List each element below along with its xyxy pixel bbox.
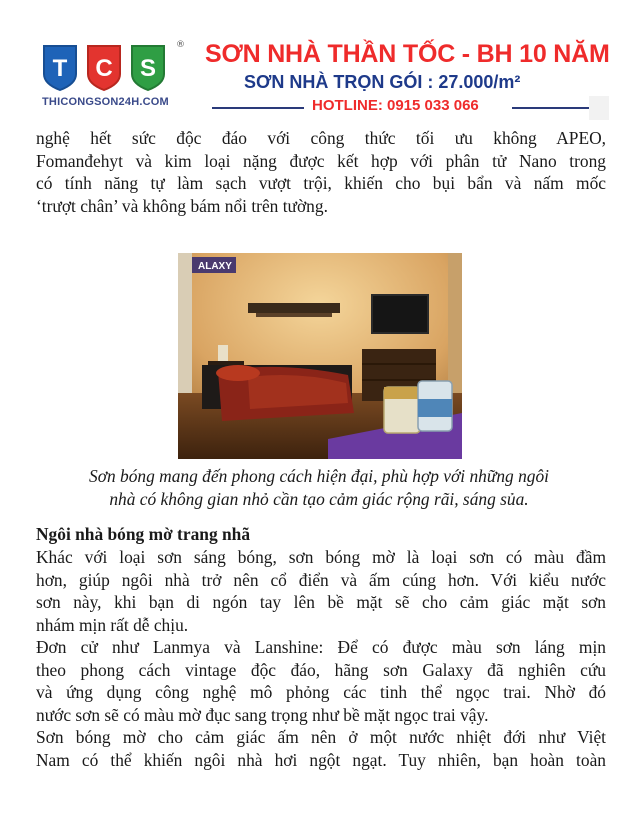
image-brand: ALAXY xyxy=(198,261,232,272)
logo-shield-c xyxy=(84,44,124,92)
intro-line-1: nghệ hết sức độc đáo với công thức tối ưu không APEO, xyxy=(36,128,606,148)
caption-line-1: Sơn bóng mang đến phong cách hiện đại, phù hợp với những ngôi xyxy=(89,466,549,486)
logo-letter-t: T xyxy=(52,55,68,82)
logo-letter-s: S xyxy=(139,55,157,82)
caption-line-2: nhà có không gian nhỏ cần tạo cảm giác rộng rãi, sáng sủa. xyxy=(109,489,529,509)
para1-line-1: Khác với loại sơn sáng bóng, sơn bóng mờ là loại sơn có màu đầm xyxy=(36,547,606,567)
hotline-divider-left xyxy=(212,107,304,109)
section-heading: Ngôi nhà bóng mờ trang nhã xyxy=(36,524,251,544)
hotline-text[interactable]: HOTLINE: 0915 033 066 xyxy=(312,97,479,114)
hotline-row xyxy=(212,97,592,117)
intro-line-2: Fomanđehyt và kim loại nặng được kết hợp với phân tử Nano trong xyxy=(36,150,606,171)
logo-letter-c: C xyxy=(95,55,113,82)
intro-line-4: ‘trượt chân’ và không bám nổi trên tường. xyxy=(36,195,328,216)
para2-line-1: Đơn cử như Lanmya và Lanshine: Để có được màu sơn láng mịn xyxy=(36,637,606,657)
tcs-logo[interactable] xyxy=(30,38,190,122)
registered-mark: ® xyxy=(176,40,185,50)
wall-tv xyxy=(372,295,428,333)
para2-line-3: và ứng dụng công nghệ mô phỏng các tinh thể ngọc trai. Nhờ đó xyxy=(36,682,606,702)
para1-line-3: sơn này, khi bạn di ngón tay lên bề mặt sẽ cho cảm giác mặt sơn xyxy=(36,592,606,612)
slogan-sub: SƠN NHÀ TRỌN GÓI : 27.000/m² xyxy=(244,72,521,92)
slogan-main: SƠN NHÀ THẦN TỐC - BH 10 NĂM xyxy=(205,40,610,68)
bedroom-photo xyxy=(178,253,462,459)
header-corner-box xyxy=(589,96,609,120)
para2-line-2: theo phong cách vintage độc đáo, hãng sơn Galaxy đã nghiên cứu xyxy=(36,659,606,680)
para2-line-4: nước sơn sẽ có màu mờ đục sang trọng như bề mặt ngọc trai vậy. xyxy=(36,704,489,725)
para1-line-2: hơn, giúp ngôi nhà trở nên cổ điển và ấm cúng hơn. Với kiểu nước xyxy=(36,569,606,590)
header-banner xyxy=(0,0,638,124)
para3-line-2: Nam có thể khiến ngôi nhà hơi ngột ngạt. Tuy nhiên, bạn hoàn toàn xyxy=(36,749,606,770)
intro-line-3: có tính năng tự làm sạch vượt trội, khiến cho bụi bẩn và nấm mốc xyxy=(36,173,606,193)
logo-shield-s xyxy=(128,44,168,92)
para3-line-1: Sơn bóng mờ cho cảm giác ấm nên ở một nước nhiệt đới như Việt xyxy=(36,727,606,747)
para1-line-4: nhám mịn rất dễ chịu. xyxy=(36,614,189,635)
hotline-divider-right xyxy=(512,107,592,109)
logo-shield-t xyxy=(40,44,80,92)
website-label[interactable]: THICONGSON24H.COM xyxy=(42,96,169,108)
